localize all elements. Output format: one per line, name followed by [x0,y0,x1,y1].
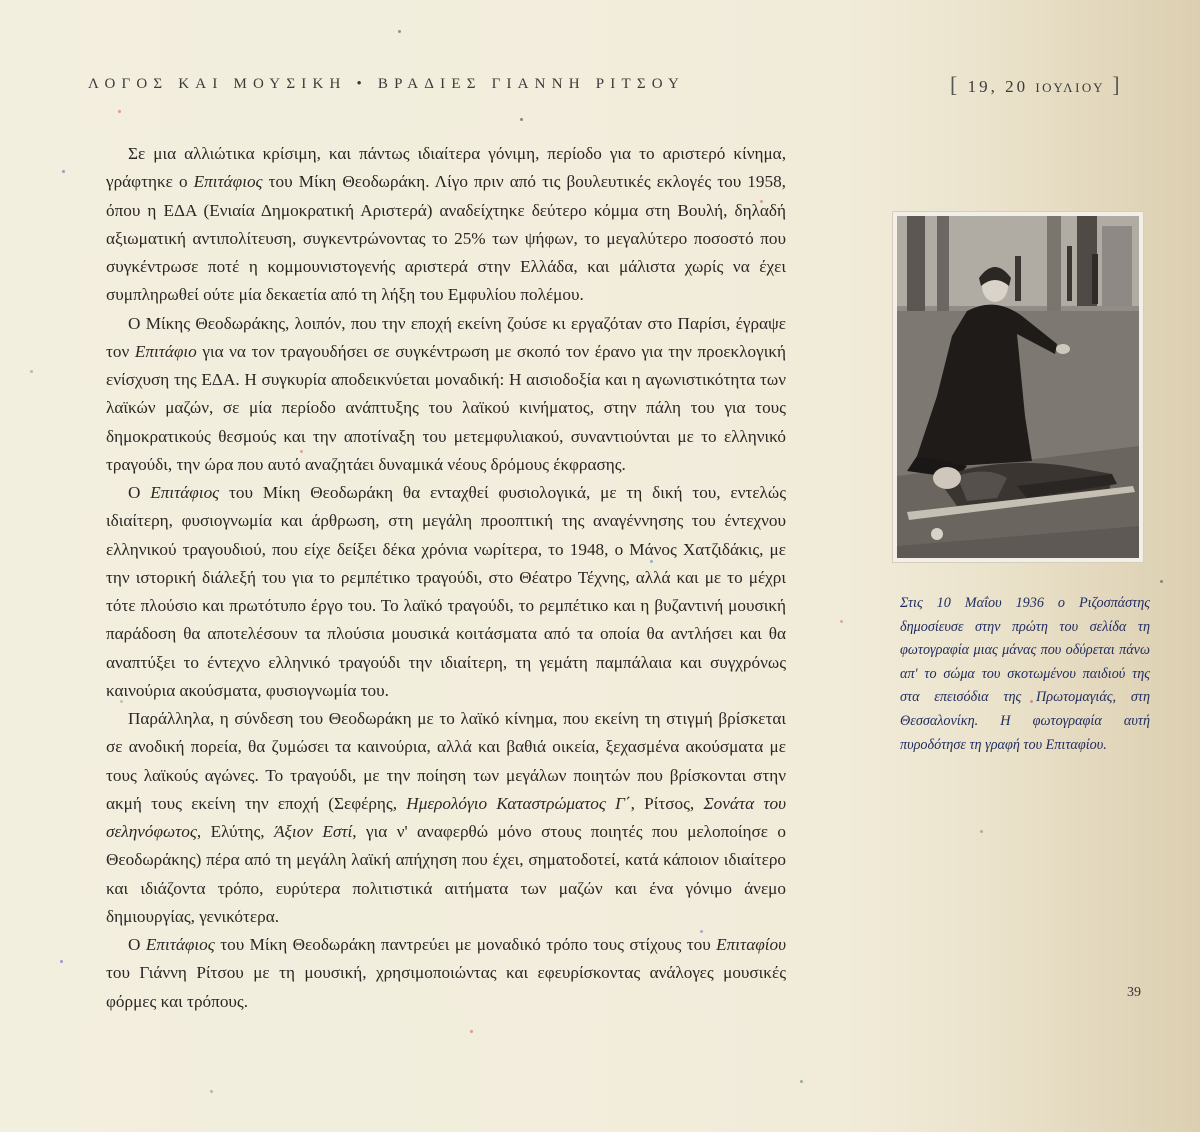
text-run: Σε μια αλλιώτικα κρίσιμη, και πάντως ιδιαίτερα γόνιμη, περίοδο για το αριστερό κίνημα, γράφτηκε ο [106,144,786,192]
italic-title-run: Άξιον Εστί [274,822,353,841]
text-run: , Ελύτης, [196,822,275,841]
text-run: του Μίκη Θεοδωράκη θα ενταχθεί φυσιολογικά, με τη δική του, εντελώς ιδιαίτερη, φυσιογνωμία και άρθρωση, στη μεγάλη προοπτική της αναγέννησης του έντεχνου ελληνικού τραγουδιού, που είχε δείξει δέκα χρόνια νωρίτερα, το 1948, ο Μάνος Χατζιδάκις, με την ιστορική διάλεξή του για το ρεμπέτικο τραγούδι, στο Θέατρο Τέχνης, αλλά και με το μέχρι τότε πλούσιο και πρωτότυπο έργο του. Το λαϊκό τραγούδι, το ρεμπέτικο και η βυζαντινή μουσική παράδοση θα αποτελέσουν τα πλούσια μουσικά κοιτάσματα από τα οποία θα αντλήσει και θα αναπτύξει το έντεχνο ελληνικό τραγούδι την ιδιαίτερη, τη γεμάτη παμπάλαια και συγχρόνως καινούρια ακούσματα, φυσιογνωμία του. [106,483,786,700]
italic-title-run: Επιτάφιος [145,935,215,954]
text-run: Παράλληλα, η σύνδεση του Θεοδωράκη με το λαϊκό κίνημα, που εκείνη τη στιγμή βρίσκεται σε ανοδική πορεία, θα ζυμώσει τα καινούρια, αλλά και βαθιά οικεία, ξεχασμένα ακούσματα με τους λαϊκούς αγώνες. Το τραγούδι, με την ποίηση των μεγάλων ποιητών που βρίσκονται στην ακμή τους εκείνη την εποχή (Σεφέρης, [106,709,786,813]
page-number: 39 [1127,985,1141,1000]
body-paragraph [106,931,786,1016]
italic-title-run: Ημερολόγιο Καταστρώματος Γ΄ [406,793,631,813]
text-run: του Μίκη Θεοδωράκη παντρεύει με μοναδικό τρόπο τους στίχους του [214,935,717,954]
main-article-text [106,140,786,1016]
date-numbers: 19, 20 [967,77,1029,96]
bracket-close: ] [1112,72,1123,97]
date-month: ΙΟΥΛΙΟΥ [1035,80,1106,95]
body-paragraph [106,479,786,705]
text-run: του Γιάννη Ρίτσου με τη μουσική, χρησιμοποιώντας και εφευρίσκοντας ανάλογες μουσικές φόρμες και τρόπους. [106,963,786,1011]
italic-title-run: Επιτάφιος [150,483,220,502]
body-paragraph [106,705,786,931]
running-header-date [950,72,1123,98]
body-paragraph [106,310,786,480]
text-run: , για ν' αναφερθώ μόνο στους ποιητές που μελοποίησε ο Θεοδωράκης) πέρα από τη μεγάλη λαϊκή απήχηση που έχει, σηματοδοτεί, κατά κάποιον ιδιαίτερο και ιδιάζοντα τρόπο, ευρύτερα πολιτιστικά αιτήματα των μαζών και ένα γόνιμο άνεμο δημιουργίας, γενικότερα. [106,822,786,926]
text-run: Ο Μίκης Θεοδωράκης, λοιπόν, που την εποχή εκείνη ζούσε κι εργαζόταν στο Παρίσι, έγραψε τον [106,313,786,361]
text-run: για να τον τραγουδήσει σε συγκέντρωση με σκοπό τον έρανο για την προεκλογική ενίσχυση της ΕΔΑ. Η συγκυρία αποδεικνύεται μοναδική: Η αισιοδοξία και η αγωνιστικότητα των λαϊκών μαζών, σε μία περίοδο ανάπτυξης του λαϊκού κινήματος, στην πάλη του για τους δημοκρατικούς θεσμούς και την αποτίναξη του μετεμφυλιακού, συναντιούνται με το ελληνικό τραγούδι, την ώρα που αυτό αναζητάει δυναμικά νέους δρόμους έκφρασης. [106,341,786,474]
photo-caption: Στις 10 Μαΐου 1936 ο Ριζοσπάστης δημοσίευσε στην πρώτη του σελίδα τη φωτογραφία μιας μάνας που οδύρεται πάνω απ' το σώμα του σκοτωμένου παιδιού της στα επεισόδια της Πρωτομαγιάς, στη Θεσσαλονίκη. Η φωτογραφία αυτή πυροδότησε τη γραφή του Επιταφίου. [900,595,1150,753]
italic-title-run: Επιταφίου [716,935,786,954]
italic-title-run: Σονάτα του σεληνόφωτος [106,793,787,841]
bracket-open: [ [950,72,961,97]
text-run: του Μίκη Θεοδωράκη. Λίγο πριν από τις βουλευτικές εκλογές του 1958, όπου η ΕΔΑ (Ενιαία Δημοκρατική Αριστερά) αναδείχτηκε δεύτερο κόμμα στη Βουλή, δηλαδή αξιωματική αντιπολίτευση, συγκεντρώνοντας το 25% των ψήφων, το μεγαλύτερο ποσοστό που συγκέντρωσε ποτέ η κομμουνιστογενής αριστερά στην Ελλάδα, και μάλιστα χωρίς να έχει συμπληρωθεί ούτε μία δεκαετία από τη λήξη του Εμφυλίου πολέμου. [106,172,786,305]
historical-photo-frame [893,212,1143,562]
body-paragraph [106,140,786,310]
mourning-mother-photo [897,216,1139,558]
text-run: Ο [128,935,146,954]
italic-title-run: Επιτάφιος [193,172,263,192]
running-header-text: ΛΟΓΟΣ ΚΑΙ ΜΟΥΣΙΚΗ • ΒΡΑΔΙΕΣ ΓΙΑΝΝΗ ΡΙΤΣΟΥ [88,76,686,92]
running-header-title [88,76,788,93]
text-run: Ο [128,483,151,502]
text-run: , Ρίτσος, [630,793,704,813]
italic-title-run: Επιτάφιο [134,341,197,361]
